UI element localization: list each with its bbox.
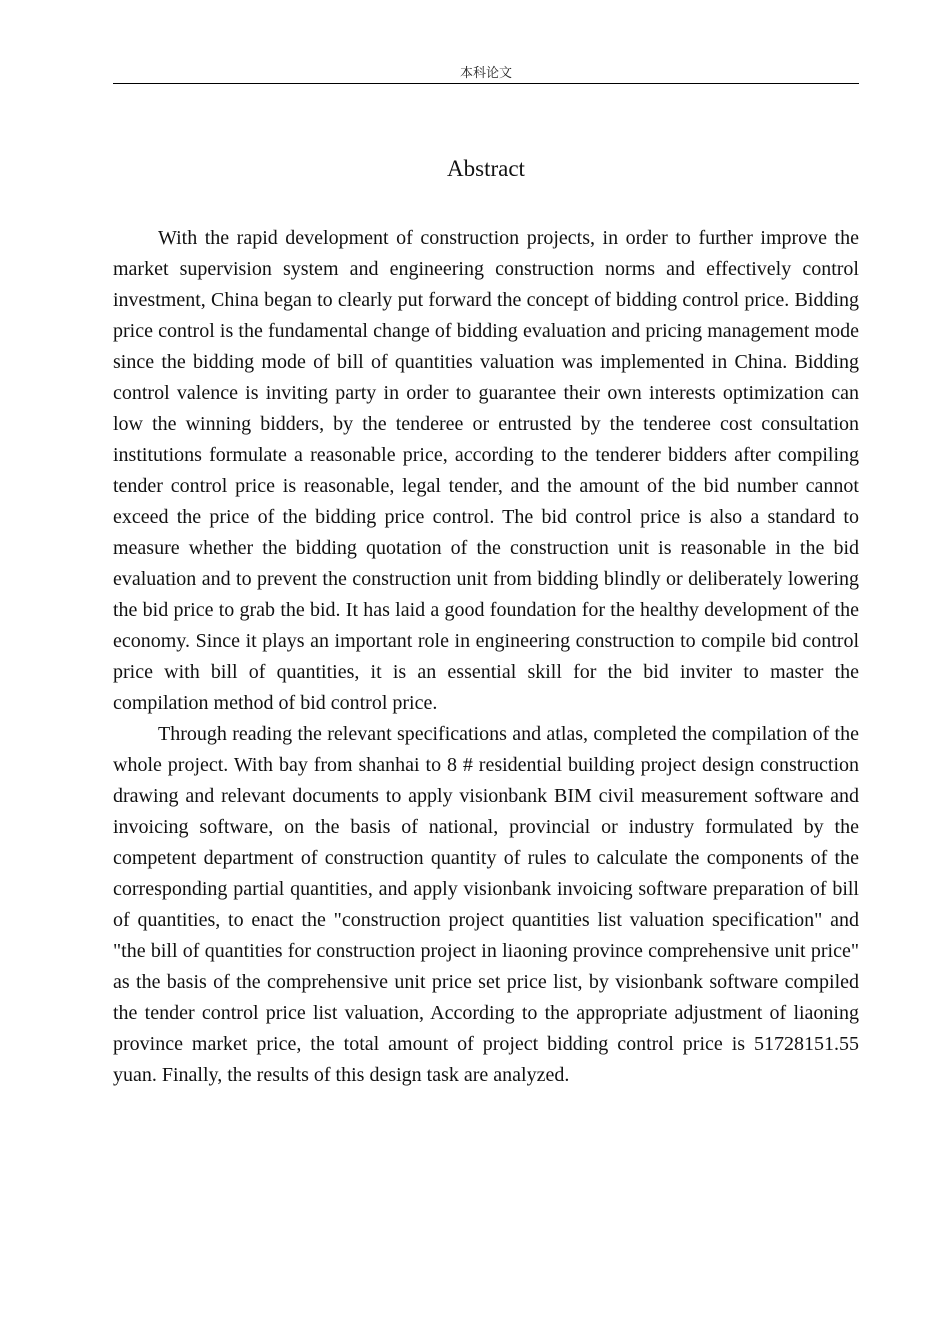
running-header: 本科论文 [459,65,512,80]
abstract-paragraph-2: Through reading the relevant specifications and atlas, completed the compilation of the whole project. With bay from shanhai to 8 # residential building project design construction drawing and relevant documents to apply visionbank BIM civil measurement software and invoicing software, on the basis of national, provincial or industry formulated by the competent department of construction quantity of rules to calculate the components of the corresponding partial quantities, and apply visionbank invoicing software preparation of bill of quantities, to enact the "construction project quantities list valuation specification" and "the bill of quantities for construction project in liaoning province comprehensive unit price" as the basis of the comprehensive unit price set price list, by visionbank software compiled the tender control price list valuation, According to the appropriate adjustment of liaoning province market price, the total amount of project bidding control price is 51728151.55 yuan. Finally, the results of this design task are analyzed. [113,723,859,1086]
abstract-body [113,223,859,1091]
abstract-paragraph-1: With the rapid development of construction projects, in order to further improve the market supervision system and engineering construction norms and effectively control investment, China began to clearly put forward the concept of bidding control price. Bidding price control is the fundamental change of bidding evaluation and pricing management mode since the bidding mode of bill of quantities valuation was implemented in China. Bidding control valence is inviting party in order to guarantee their own interests optimization can low the winning bidders, by the tenderee or entrusted by the tenderee cost consultation institutions formulate a reasonable price, according to the tenderer bidders after compiling tender control price is reasonable, legal tender, and the amount of the bid number cannot exceed the price of the bidding price control. The bid control price is also a standard to measure whether the bidding quotation of the construction unit is reasonable in the bid evaluation and to prevent the construction unit from bidding blindly or deliberately lowering the bid price to grab the bid. It has laid a good foundation for the healthy development of the economy. Since it plays an important role in engineering construction to compile bid control price with bill of quantities, it is an essential skill for the bid inviter to master the compilation method of bid control price. [113,227,859,714]
header-rule [113,83,859,84]
abstract-title: Abstract [447,156,525,181]
